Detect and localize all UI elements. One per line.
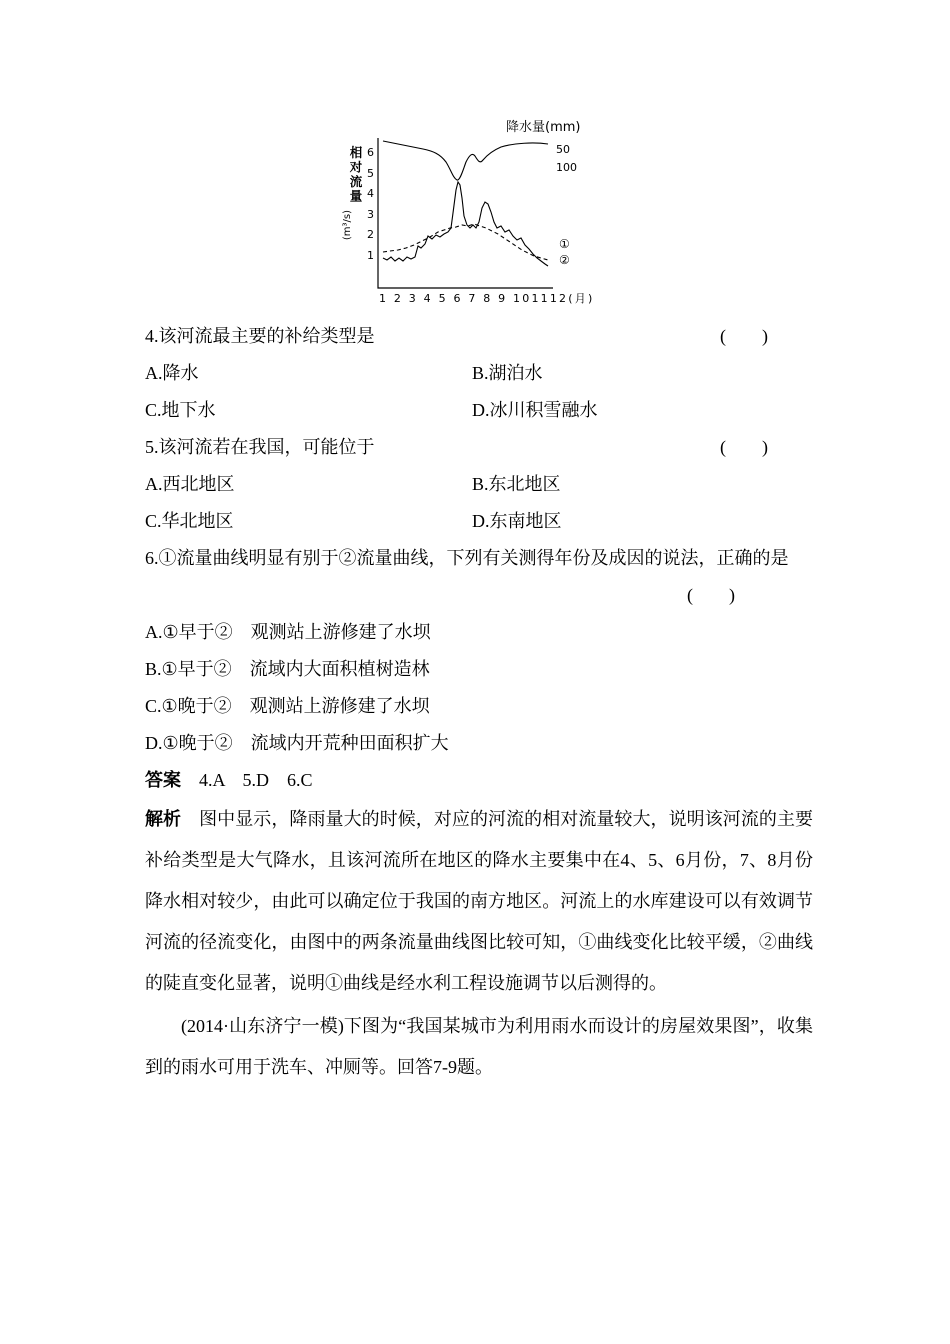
question-6-option-c: C.①晚于② 观测站上游修建了水坝 xyxy=(145,696,430,716)
flow-axis-unit: (m³/s) xyxy=(342,210,353,241)
x-axis-labels: 1 2 3 4 5 6 7 8 9 101112(月) xyxy=(379,292,595,305)
question-4-options-row-2 xyxy=(145,392,813,429)
question-4-option-d: D.冰川积雪融水 xyxy=(472,400,598,420)
question-4-option-a: A.降水 xyxy=(145,363,199,383)
analysis-paragraph xyxy=(145,799,813,1004)
question-6-option-d: D.①晚于② 流域内开荒种田面积扩大 xyxy=(145,733,449,753)
question-5-stem-line xyxy=(145,429,813,466)
right-tick-50: 50 xyxy=(556,143,570,156)
question-5-option-d: D.东南地区 xyxy=(472,511,562,531)
question-5-option-a: A.西北地区 xyxy=(145,474,235,494)
question-5-options-row-2 xyxy=(145,503,813,540)
question-6-option-b: B.①早于② 流域内大面积植树造林 xyxy=(145,659,430,679)
flow-axis-title: 相对流量 xyxy=(348,146,363,204)
analysis-text: 图中显示，降雨量大的时候，对应的河流的相对流量较大，说明该河流的主要补给类型是大气降水，且该河流所在地区的降水主要集中在4、5、6月份，7、8月份降水相对较少，由此可以确定位于我国的南方地区。河流上的水库建设可以有效调节河流的径流变化，由图中的两条流量曲线图比较可知，①曲线变化比较平缓，②曲线的陡直变化显著，说明①曲线是经水利工程设施调节以后测得的。 xyxy=(145,809,814,993)
question-6-stem: 6.①流量曲线明显有别于②流量曲线，下列有关测得年份及成因的说法，正确的是 xyxy=(145,548,789,568)
y-tick-1: 1 xyxy=(367,249,374,262)
legend-curve-2: ② xyxy=(559,253,570,267)
question-4-options-row-1 xyxy=(145,355,813,392)
question-column xyxy=(145,318,813,1088)
y-tick-4: 4 xyxy=(367,187,374,200)
question-4-option-c: C.地下水 xyxy=(145,400,216,420)
next-question-intro: (2014·山东济宁一模)下图为“我国某城市为利用雨水而设计的房屋效果图”，收集到的雨水可用于洗车、冲厕等。回答7-9题。 xyxy=(145,1016,813,1077)
answer-label: 答案 xyxy=(145,770,181,790)
question-5-option-c: C.华北地区 xyxy=(145,511,234,531)
precipitation-axis-title: 降水量(mm) xyxy=(506,120,581,135)
question-5-stem: 5.该河流若在我国，可能位于 xyxy=(145,437,375,457)
question-4-stem: 4.该河流最主要的补给类型是 xyxy=(145,326,375,346)
y-tick-2: 2 xyxy=(367,228,374,241)
y-tick-3: 3 xyxy=(367,208,374,221)
question-6-answer-bracket: ( ) xyxy=(687,585,735,605)
question-6-stem-line xyxy=(145,540,813,577)
y-tick-5: 5 xyxy=(367,167,374,180)
question-5-answer-bracket: ( ) xyxy=(720,437,768,457)
chart-canvas xyxy=(338,118,628,318)
question-4-stem-line xyxy=(145,318,813,355)
legend-curve-1: ① xyxy=(559,237,570,251)
y-tick-6: 6 xyxy=(367,146,374,159)
hydrograph-chart xyxy=(338,118,628,318)
analysis-label: 解析 xyxy=(145,809,182,829)
flow-curve-1 xyxy=(383,182,548,266)
answer-values: 4.A 5.D 6.C xyxy=(199,770,313,790)
chart-axes xyxy=(378,138,553,288)
question-4-answer-bracket: ( ) xyxy=(720,326,768,346)
question-5-options-row-1 xyxy=(145,466,813,503)
question-4-option-b: B.湖泊水 xyxy=(472,363,543,383)
question-6-option-a: A.①早于② 观测站上游修建了水坝 xyxy=(145,622,431,642)
answer-line xyxy=(145,762,813,799)
right-tick-100: 100 xyxy=(556,161,577,174)
question-5-option-b: B.东北地区 xyxy=(472,474,561,494)
precipitation-curve xyxy=(383,141,548,180)
